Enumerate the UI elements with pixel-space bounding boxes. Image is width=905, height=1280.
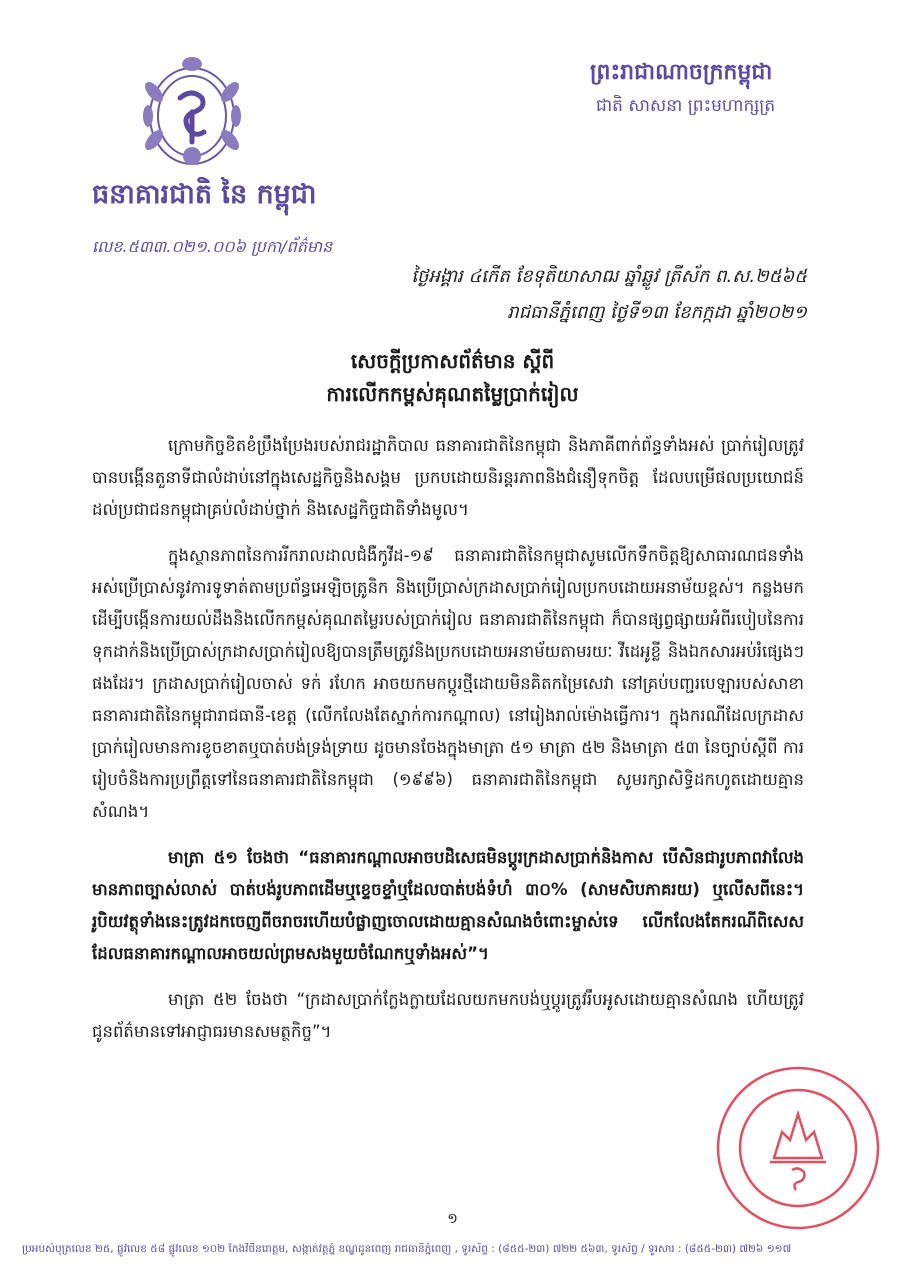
footer-address: ប្រអប់សំបុត្រលេខ ២៥, ផ្លូវលេខ ៥៨ ផ្លូវលេខ ១០២ កែងវិថីនរោត្តម, សង្កាត់វត្តភ្នំ ខណ្ឌដូនពេញ រាជធានីភ្នំពេញ , ទូរស័ព្ទ : (៨៥៥-២៣) ៧២២ ៥៦៣, ទូរស័ព្ទ / ទូរសារ : (៨៥៥-២៣) ៧២៦ ១១៧ (22, 1243, 792, 1255)
document-title-line1: សេចក្តីប្រកាសព័ត៌មាន ស្តីពី (350, 349, 555, 373)
body-text (92, 430, 804, 1062)
bank-emblem-icon (132, 52, 252, 174)
reference-number: លេខ.៥៣៣.០២១.០០៦ ប្រកា/ព័ត៌មាន (92, 237, 333, 256)
paragraph: ក្រោមកិច្ចខិតខំប្រឹងប្រែងរបស់រាជរដ្ឋាភិបាល ធនាគារជាតិនៃកម្ពុជា និងភាគីពាក់ព័ន្ធទាំងអស់ ប្រាក់រៀលត្រូវបានបង្កើនតួនាទីជាលំដាប់នៅក្នុងសេដ្ឋកិច្ចនិងសង្គម ប្រកបដោយនិរន្តរភាពនិងជំនឿទុកចិត្ត ដែលបម្រើផលប្រយោជន៍ដល់ប្រជាជនកម្ពុជាគ្រប់លំដាប់ថ្នាក់ និងសេដ្ឋកិច្ចជាតិទាំងមូល។ (92, 436, 804, 519)
bank-name: ធនាគារជាតិ នៃ កម្ពុជា (92, 179, 317, 210)
kingdom-heading: ព្រះរាជាណាចក្រកម្ពុជា (590, 60, 773, 85)
paragraph: ក្នុងស្ថានភាពនៃការរីករាលដាលជំងឺកូវីដ-១៩ ធនាគារជាតិនៃកម្ពុជាសូមលើកទឹកចិត្តឱ្យសាធារណជនទាំងអស់ប្រើប្រាស់នូវការទូទាត់តាមប្រព័ន្ធអេឡិចត្រូនិក និងប្រើប្រាស់ក្រដាសប្រាក់រៀលប្រកបដោយអនាម័យខ្ពស់។ កន្លងមក ដើម្បីបង្កើនការយល់ដឹងនិងលើកកម្ពស់គុណតម្លៃរបស់ប្រាក់រៀល ធនាគារជាតិនៃកម្ពុជា ក៏បានផ្សព្វផ្សាយអំពីរបៀបនៃការទុកដាក់និងប្រើប្រាស់ក្រដាសប្រាក់រៀលឱ្យបានត្រឹមត្រូវនិងប្រកបដោយអនាម័យតាមរយៈ វីដេអូខ្លី និងឯកសារអប់រំផ្សេងៗផងដែរ។ ក្រដាសប្រាក់រៀលចាស់ ទក់ រហែក អាចយកមកប្តូរថ្មីដោយមិនគិតកម្រៃសេវា នៅគ្រប់បញ្ជរបេឡារបស់សាខាធនាគារជាតិនៃកម្ពុជារាជធានី-ខេត្ត (លើកលែងតែស្នាក់ការកណ្តាល) នៅរៀងរាល់ម៉ោងធ្វើការ។ ក្នុងករណីដែលក្រដាសប្រាក់រៀលមានការខូចខាតឬបាត់បង់ទ្រង់ទ្រាយ ដូចមានចែងក្នុងមាត្រា ៥១ មាត្រា ៥២ និងមាត្រា ៥៣ នៃច្បាប់ស្តីពី ការរៀបចំនិងការប្រព្រឹត្តទៅនៃធនាគារជាតិនៃកម្ពុជា (១៩៩៦) ធនាគារជាតិនៃកម្ពុជា សូមរក្សាសិទ្ធិដកហូតដោយគ្មានសំណង។ (92, 546, 804, 821)
document-title-line2: ការលើកកម្ពស់គុណតម្លៃប្រាក់រៀល (326, 382, 579, 406)
page-number: ១ (447, 1211, 458, 1227)
national-motto: ជាតិ សាសនា ព្រះមហាក្សត្រ (596, 96, 776, 116)
solar-date: រាជធានីភ្នំពេញ ថ្ងៃទី១៣ ខែកក្កដា ឆ្នាំ២០២១ (507, 302, 807, 323)
lunar-date: ថ្ងៃអង្គារ ៤កើត ខែទុតិយាសាឍ ឆ្នាំឆ្លូវ ត្រីស័ក ព.ស.២៥៦៥ (411, 266, 807, 287)
paragraph-article-51: មាត្រា ៥១ ចែងថា “ធនាគារកណ្តាលអាចបដិសេធមិនប្តូរក្រដាសប្រាក់និងកាស បើសិនជារូបភាពវាលែងមានភាពច្បាស់លាស់ បាត់បង់រូបភាពដើមឬខ្ទេចខ្ទាំឬដែលបាត់បង់ទំហំ ៣០% (សាមសិបភាគរយ) ឬលើសពីនេះ។ រូបិយវត្ថុទាំងនេះត្រូវដកចេញពីចរាចរហើយបំផ្លាញចោលដោយគ្មានសំណងចំពោះម្ចាស់ទេ លើកលែងតែករណីពិសេសដែលធនាគារកណ្តាលអាចយល់ព្រមសងមួយចំណែកឬទាំងអស់”។ (92, 848, 804, 963)
paragraph-article-52: មាត្រា ៥២ ចែងថា “ក្រដាសប្រាក់ក្លែងក្លាយដែលយកមកបង់ឬប្តូរត្រូវរឹបអូសដោយគ្មានសំណង ហើយត្រូវជូនព័ត៌មានទៅអាជ្ញាធរមានសមត្ថកិច្ច”។ (92, 990, 804, 1041)
